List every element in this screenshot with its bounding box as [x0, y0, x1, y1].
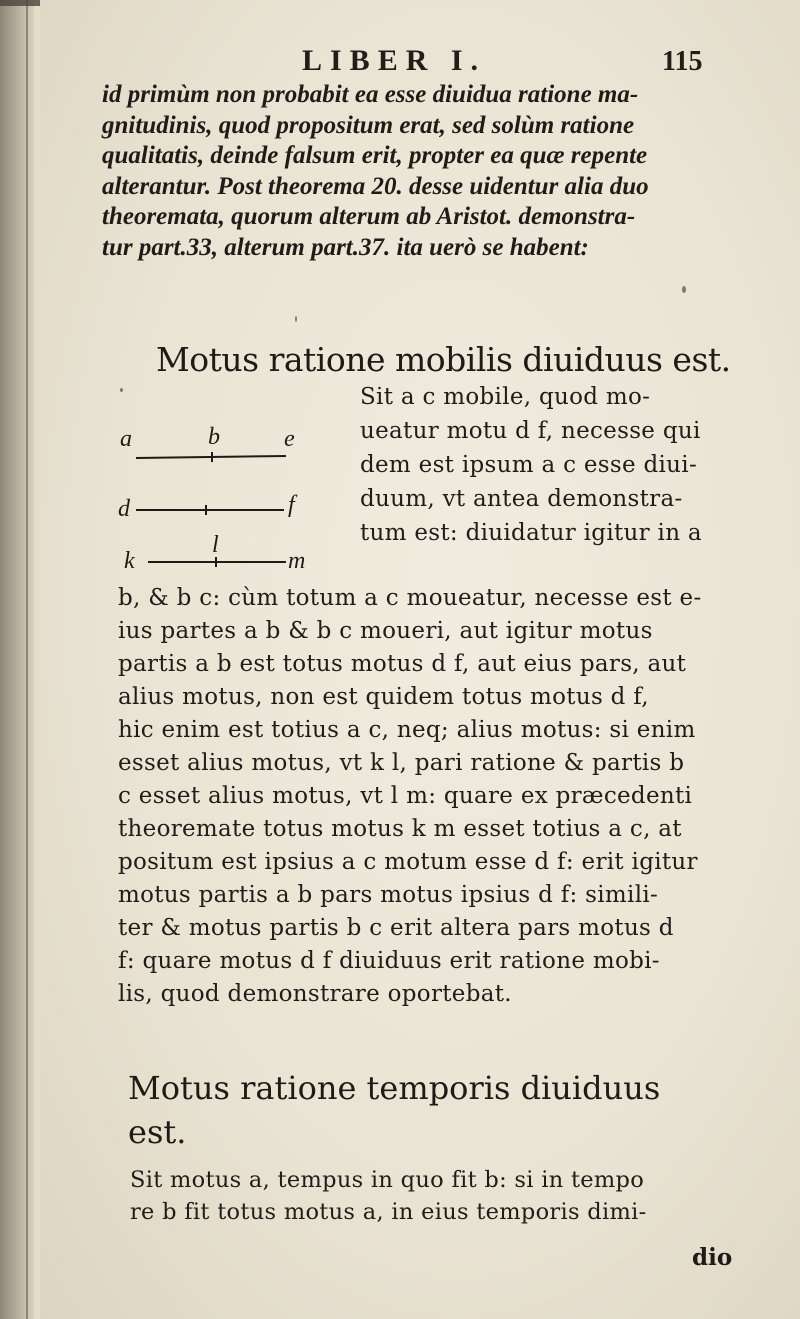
ink-speck [295, 316, 297, 322]
text-line: alius motus, non est quidem totus motus d f, [118, 684, 649, 710]
line-segment-diagram [116, 424, 326, 580]
label-e: e [284, 426, 295, 452]
label-a: a [120, 426, 132, 452]
label-m: m [288, 548, 306, 574]
text-line: positum est ipsius a c motum esse d f: erit igitur [118, 849, 698, 875]
text-line: Sit a c mobile, quod mo- [360, 384, 651, 410]
heading-line: est. [128, 1113, 187, 1151]
heading-line: Motus ratione temporis diuiduus [128, 1069, 661, 1107]
page-number: 115 [662, 46, 703, 77]
text-line: c esset alius motus, vt l m: quare ex præcedenti [118, 783, 693, 809]
text-line: theoremate totus motus k m esset totius a c, at [118, 816, 682, 842]
running-head: LIBER I. [302, 44, 487, 77]
text-line: re b fit totus motus a, in eius temporis dimi- [130, 1199, 647, 1225]
text-line: motus partis a b pars motus ipsius d f: simili- [118, 882, 659, 908]
text-line: alterantur. Post theorema 20. desse uidentur alia duo [102, 172, 649, 200]
text-line: hic enim est totius a c, neq; alius motus: si enim [118, 717, 696, 743]
text-line: lis, quod demonstrare oportebat. [118, 981, 512, 1007]
text-line: ueatur motu d f, necesse qui [360, 418, 701, 444]
side-paragraph [360, 380, 702, 550]
italic-paragraph [102, 80, 722, 263]
label-k: k [124, 548, 135, 574]
proof-paragraph [118, 582, 702, 1011]
text-line: ius partes a b & b c moueri, aut igitur motus [118, 618, 653, 644]
text-line: ter & motus partis b c erit altera pars motus d [118, 915, 674, 941]
text-line: gnitudinis, quod propositum erat, sed solùm ratione [102, 111, 635, 139]
text-line: qualitatis, deinde falsum erit, propter ea quæ repente [102, 142, 648, 169]
closing-paragraph [130, 1164, 647, 1228]
text-line: esset alius motus, vt k l, pari ratione & partis b [118, 750, 685, 776]
text-line: tum est: diuidatur igitur in a [360, 520, 702, 546]
text-line: theoremata, quorum alterum ab Aristot. demonstra- [102, 203, 636, 230]
text-line: f: quare motus d f diuiduus erit ratione mobi- [118, 948, 660, 974]
text-line: duum, vt antea demonstra- [360, 486, 683, 512]
text-line: dem est ipsum a c esse diui- [360, 452, 698, 478]
text-line: id primùm non probabit ea esse diuidua ratione ma- [102, 81, 639, 108]
text-line: partis a b est totus motus d f, aut eius pars, aut [118, 651, 687, 677]
text-line: b, & b c: cùm totum a c moueatur, necesse est e- [118, 585, 702, 611]
book-binding-gutter [0, 0, 34, 1319]
theorem-heading-mobile: Motus ratione mobilis diuiduus est. [156, 340, 731, 379]
text-line: tur part.33, alterum part.37. ita uerò se habent: [102, 233, 589, 261]
catchword: dio [692, 1244, 733, 1271]
theorem-heading-time [128, 1066, 660, 1154]
label-f: f [288, 492, 295, 518]
label-b: b [208, 424, 220, 450]
ink-speck [120, 388, 123, 392]
label-d: d [118, 496, 130, 522]
ink-speck [682, 286, 686, 293]
label-l: l [212, 532, 219, 558]
text-line: Sit motus a, tempus in quo fit b: si in tempo [130, 1167, 645, 1193]
book-page [40, 0, 800, 1319]
